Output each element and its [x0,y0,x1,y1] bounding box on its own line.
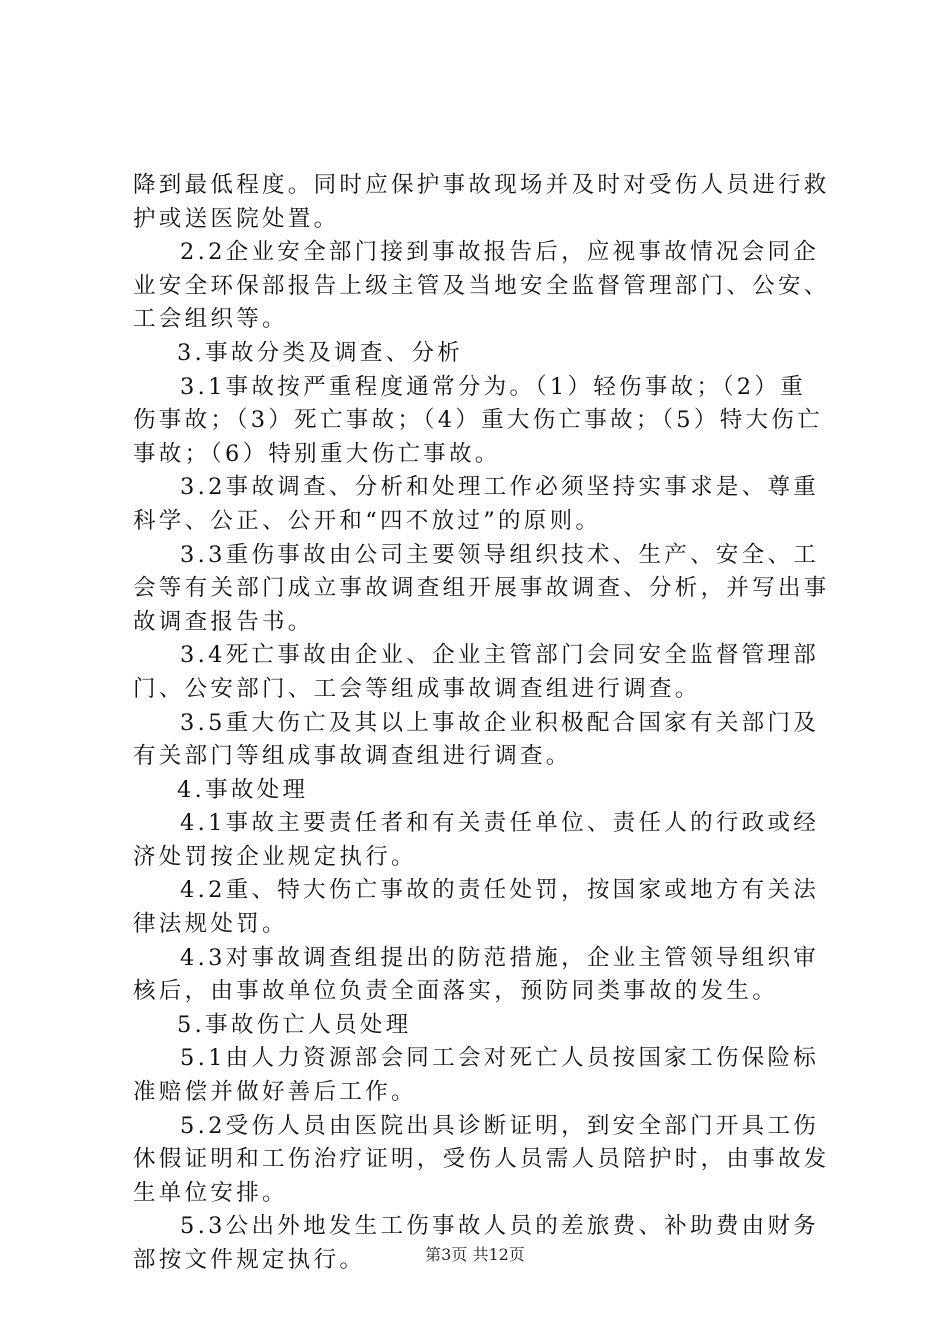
paragraph-line: 3.4死亡事故由企业、企业主管部门会同安全监督管理部 [180,642,820,669]
paragraph-line: 生单位安排。 [133,1179,288,1206]
paragraph-line: 门、公安部门、工会等组成事故调查组进行调查。 [133,675,701,702]
document-body [133,169,837,1278]
paragraph-line: 业安全环保部报告上级主管及当地安全监督管理部门、公安、 [133,272,830,299]
paragraph-line: 伤事故；（3）死亡事故；（4）重大伤亡事故；（5）特大伤亡 [133,407,823,434]
paragraph-line: 部按文件规定执行。 [133,1247,366,1273]
paragraph-line: 3.5重大伤亡及其以上事故企业积极配合国家有关部门及 [180,709,820,736]
paragraph-line: 律法规处罚。 [133,911,288,938]
paragraph-line: 3.3重伤事故由公司主要领导组织技术、生产、安全、工 [180,541,820,568]
page-number-label: 第3页 共12页 [425,1245,525,1264]
paragraph-line: 有关部门等组成事故调查组进行调查。 [133,743,572,770]
paragraph-line: 核后，由事故单位负责全面落实，预防同类事故的发生。 [133,978,779,1005]
paragraph-line: 准赔偿并做好善后工作。 [133,1079,417,1106]
section-heading: 4.事故处理 [177,776,309,803]
paragraph-line: 3.2事故调查、分析和处理工作必须坚持实事求是、尊重 [180,474,820,501]
paragraph-line: 3.1事故按严重程度通常分为。（1）轻伤事故；（2）重 [180,373,807,400]
paragraph-line: 4.1事故主要责任者和有关责任单位、责任人的行政或经 [180,810,820,837]
paragraph-line: 会等有关部门成立事故调查组开展事故调查、分析，并写出事 [133,575,830,602]
paragraph-line: 5.1由人力资源部会同工会对死亡人员按国家工伤保险标 [180,1045,820,1072]
paragraph-line: 事故；（6）特别重大伤亡事故。 [133,440,501,467]
paragraph-line: 5.2受伤人员由医院出具诊断证明，到安全部门开具工伤 [180,1112,820,1139]
paragraph-line: 护或送医院处置。 [133,205,340,232]
paragraph-line: 5.3公出外地发生工伤事故人员的差旅费、补助费由财务 [180,1213,820,1240]
paragraph-line: 科学、公正、公开和“四不放过”的原则。 [133,507,602,534]
paragraph-line: 休假证明和工伤治疗证明，受伤人员需人员陪护时，由事故发 [133,1146,830,1173]
paragraph-line: 故调查报告书。 [133,608,314,635]
paragraph-line: 降到最低程度。同时应保护事故现场并及时对受伤人员进行救 [133,172,830,198]
page-footer [0,1242,950,1265]
paragraph-line: 济处罚按企业规定执行。 [133,843,417,870]
paragraph-line: 2.2企业安全部门接到事故报告后，应视事故情况会同企 [180,239,820,266]
paragraph-line: 工会组织等。 [133,306,288,333]
paragraph-line: 4.2重、特大伤亡事故的责任处罚，按国家或地方有关法 [180,877,820,904]
section-heading: 3.事故分类及调查、分析 [177,339,464,366]
section-heading: 5.事故伤亡人员处理 [177,1011,412,1038]
paragraph-line: 4.3对事故调查组提出的防范措施，企业主管领导组织审 [180,944,820,971]
